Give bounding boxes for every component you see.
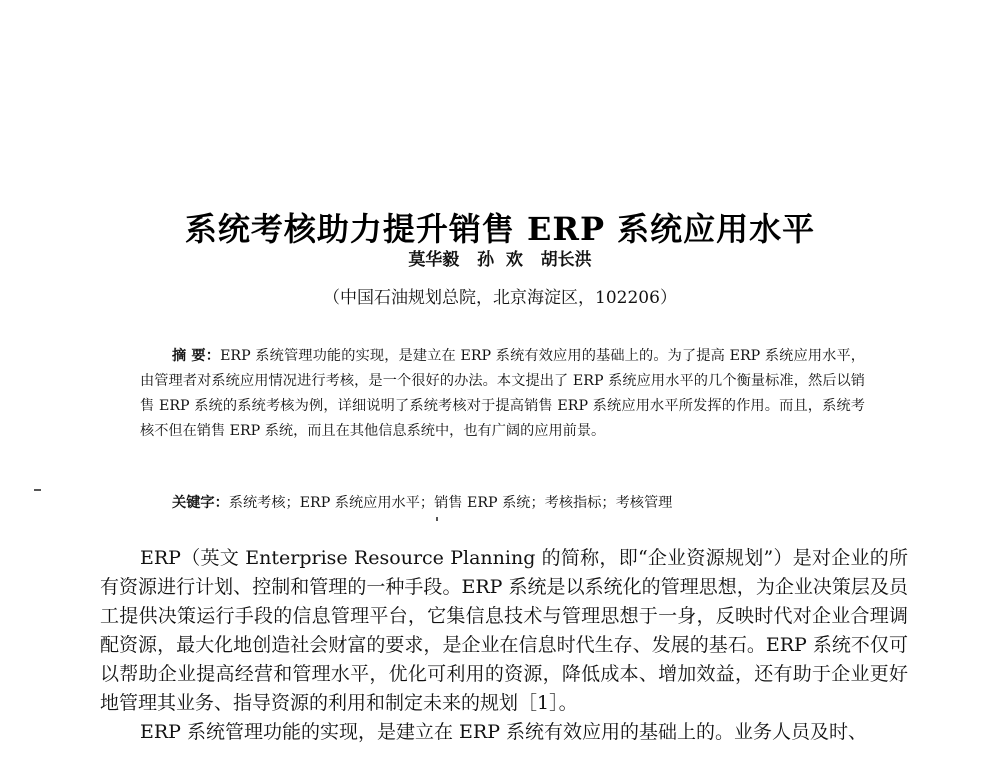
body-paragraph: ERP 系统管理功能的实现，是建立在 ERP 系统有效应用的基础上的。业务人员及时、	[140, 721, 868, 743]
abstract-label: 摘 要：	[172, 348, 221, 364]
keywords-label: 关键字：	[172, 495, 229, 511]
abstract-text: ERP 系统管理功能的实现，是建立在 ERP 系统有效应用的基础上的。为了提高 ERP 系统应用水平，由管理者对系统应用情况进行考核，是一个很好的办法。本文提出了 ERP 系统应用水平的几个衡量标准，然后以销售 ERP 系统的系统考核为例，详细说明了系统考核对于提高销售 ERP 系统应用水平所发挥的作用。而且，系统考核不但在销售 ERP 系统，而且在其他信息系统中，也有广阔的应用前景。	[140, 348, 865, 439]
author-affiliation: （中国石油规划总院，北京海淀区，102206）	[323, 288, 677, 308]
scan-speck	[34, 489, 41, 491]
abstract	[140, 344, 865, 444]
body-text	[100, 544, 908, 747]
author-list: 莫华毅 孙 欢 胡长洪	[408, 250, 592, 270]
keywords-text: 系统考核；ERP 系统应用水平；销售 ERP 系统；考核指标；考核管理	[228, 495, 673, 511]
scan-speck	[436, 517, 438, 521]
body-paragraph: ERP（英文 Enterprise Resource Planning 的简称，即“企业资源规划”）是对企业的所有资源进行计划、控制和管理的一种手段。ERP 系统是以系统化的管理思想，为企业决策层及员工提供决策运行手段的信息管理平台，它集信息技术与管理思想于一身，反映时代对企业合理调配资源，最大化地创造社会财富的要求，是企业在信息时代生存、发展的基石。ERP 系统不仅可以帮助企业提高经营和管理水平，优化可利用的资源，降低成本、增加效益，还有助于企业更好地管理其业务、指导资源的利用和制定未来的规划［1］。	[100, 547, 908, 714]
paper-title: 系统考核助力提升销售 ERP 系统应用水平	[184, 210, 816, 249]
keywords	[172, 491, 872, 516]
